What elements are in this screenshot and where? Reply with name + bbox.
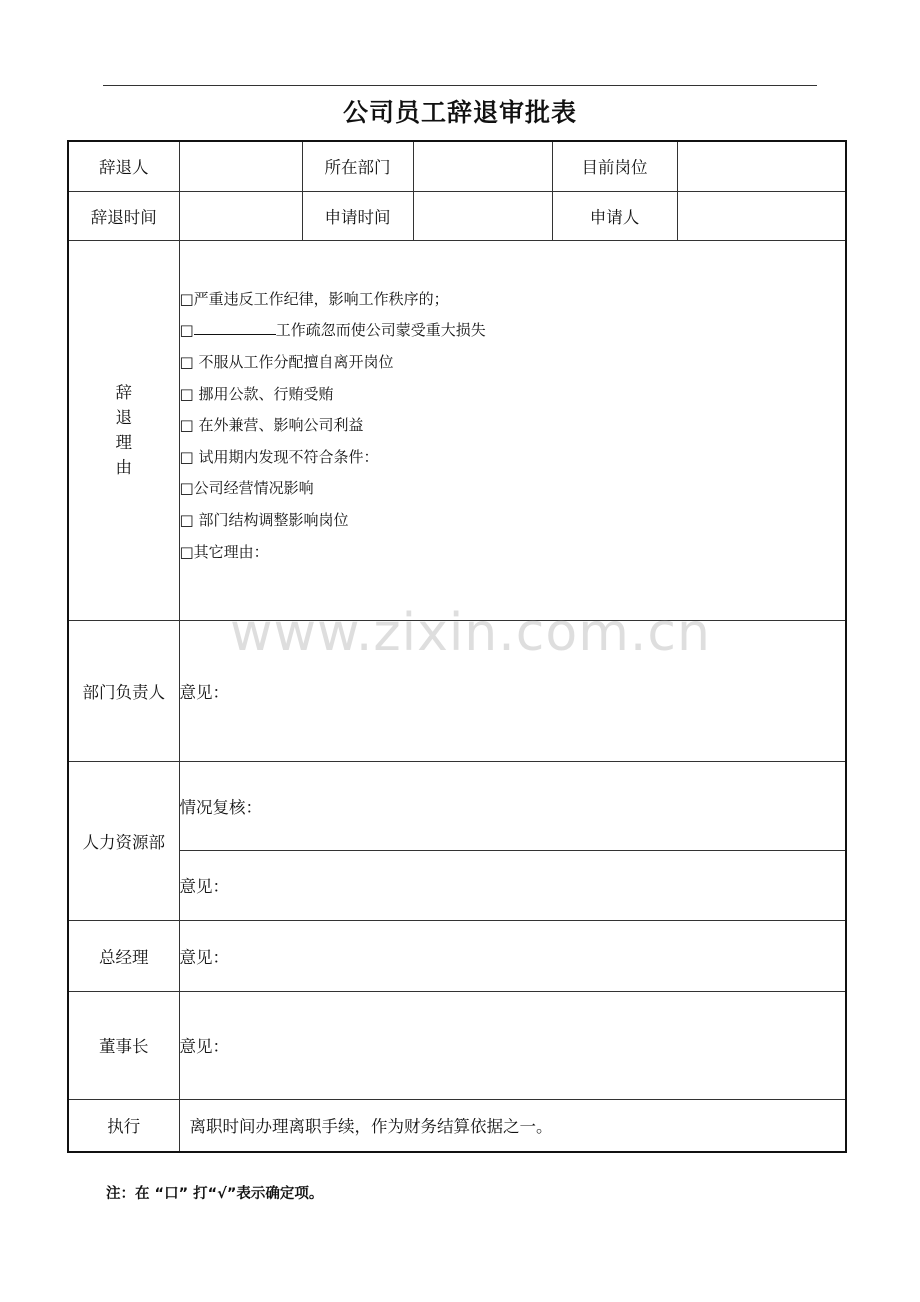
label-dismissal-reason: 辞退理由 [68, 240, 179, 620]
row-gm [68, 920, 846, 991]
reason-negligence-text: 工作疏忽而使公司蒙受重大损失 [275, 321, 486, 340]
row-reasons [68, 240, 846, 620]
application-time-field[interactable] [413, 191, 552, 240]
top-rule [103, 85, 817, 86]
label-dept-head: 部门负责人 [68, 620, 179, 761]
form-title: 公司员工辞退审批表 [342, 98, 577, 127]
reason-list [179, 240, 846, 620]
applicant-field[interactable] [677, 191, 846, 240]
gm-opinion-field[interactable]: 意见： [179, 920, 846, 991]
row-hr-opinion [68, 850, 846, 920]
label-hr: 人力资源部 [68, 761, 179, 920]
hr-opinion-field[interactable]: 意见： [179, 850, 846, 920]
reason-discipline-checkbox[interactable]: □严重违反工作纪律，影响工作秩序的； [179, 289, 449, 308]
footnote: 注：在 “口” 打“√”表示确定项。 [106, 1186, 324, 1202]
reason-negligence-checkbox[interactable] [180, 319, 846, 351]
reason-other-checkbox[interactable]: □其它理由： [179, 542, 269, 561]
reason-embezzle-checkbox[interactable]: □ 挪用公款、行贿受贿 [179, 384, 334, 403]
approval-form [67, 140, 847, 1153]
row-dismissed-person [68, 141, 846, 191]
label-chairman: 董事长 [68, 991, 179, 1099]
execute-text: 离职时间办理离职手续，作为财务结算依据之一。 [179, 1099, 846, 1152]
label-dismissed-person: 辞退人 [68, 141, 179, 191]
row-dismissal-time [68, 191, 846, 240]
department-field[interactable] [413, 141, 552, 191]
reason-moonlighting-checkbox[interactable]: □ 在外兼营、影响公司利益 [179, 416, 364, 435]
hr-review-field[interactable]: 情况复核： [179, 761, 846, 850]
label-execute: 执行 [68, 1099, 179, 1152]
current-position-field[interactable] [677, 141, 846, 191]
row-dept-head [68, 620, 846, 761]
chairman-opinion-field[interactable]: 意见： [179, 991, 846, 1099]
reason-restructure-checkbox[interactable]: □ 部门结构调整影响岗位 [179, 510, 349, 529]
label-current-position: 目前岗位 [552, 141, 677, 191]
blank-line[interactable] [194, 319, 276, 335]
checkbox-glyph: □ [179, 321, 194, 340]
row-hr-review [68, 761, 846, 850]
reason-disobey-checkbox[interactable]: □ 不服从工作分配擅自离开岗位 [179, 353, 394, 372]
label-gm: 总经理 [68, 920, 179, 991]
label-dismissal-time: 辞退时间 [68, 191, 179, 240]
label-application-time: 申请时间 [302, 191, 413, 240]
reason-business-checkbox[interactable]: □公司经营情况影响 [179, 479, 314, 498]
label-applicant: 申请人 [552, 191, 677, 240]
dept-head-opinion-field[interactable]: 意见： [179, 620, 846, 761]
dismissal-time-field[interactable] [179, 191, 302, 240]
dismissed-person-field[interactable] [179, 141, 302, 191]
watermark: www.zixin.com.cn [230, 603, 711, 663]
label-department: 所在部门 [302, 141, 413, 191]
row-execute [68, 1099, 846, 1152]
row-chairman [68, 991, 846, 1099]
reason-probation-checkbox[interactable]: □ 试用期内发现不符合条件： [179, 447, 379, 466]
